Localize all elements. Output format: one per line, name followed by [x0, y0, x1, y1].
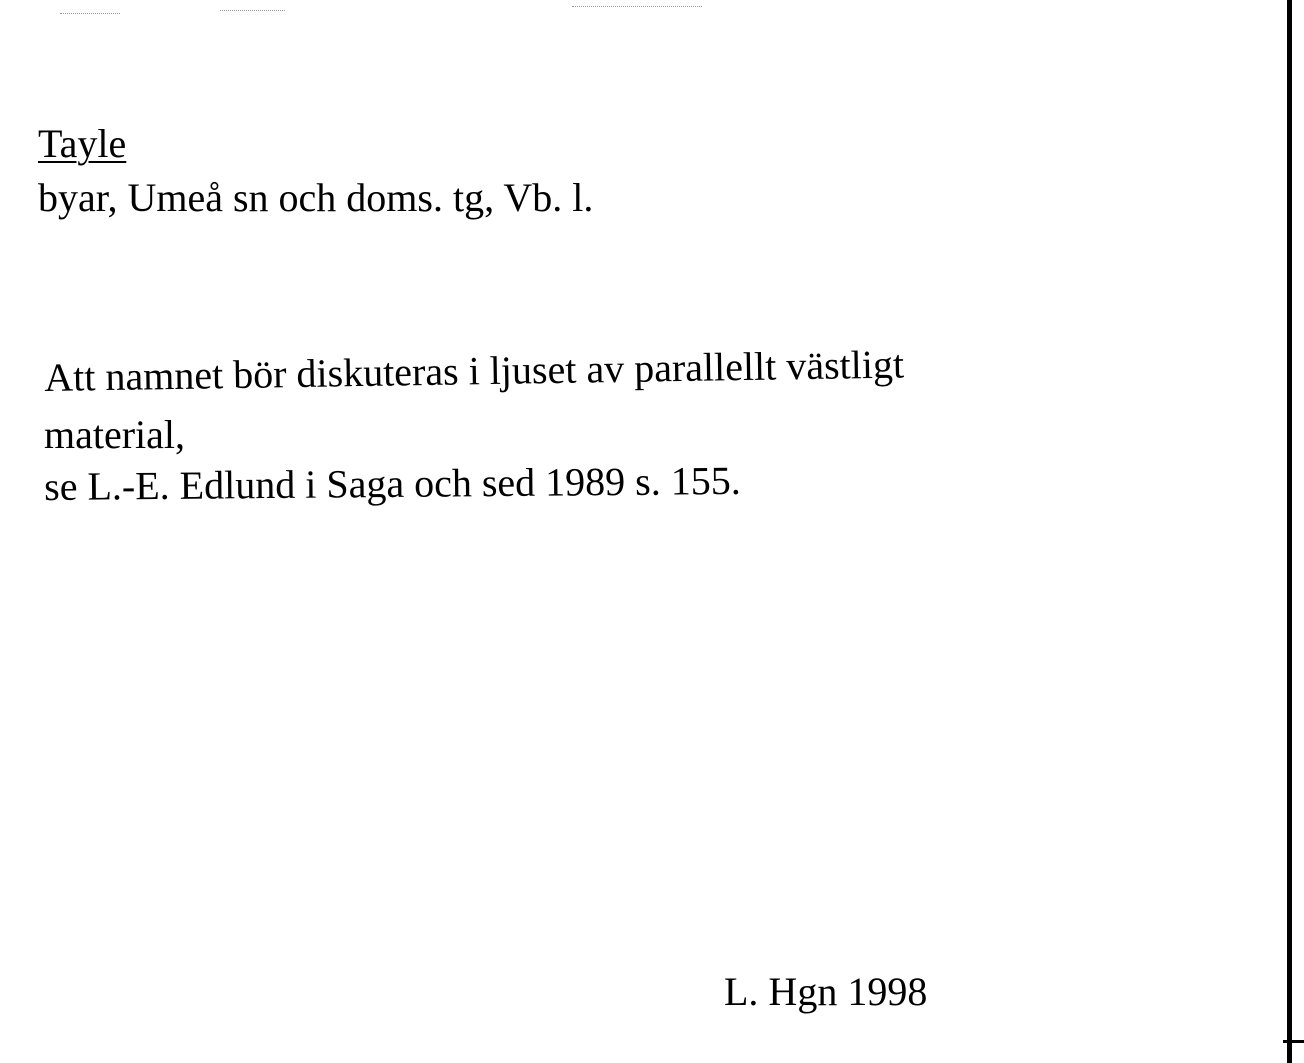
signature: L. Hgn 1998	[724, 969, 928, 1014]
scan-artifact	[60, 13, 120, 15]
comment-line: se L.-E. Edlund i Saga och sed 1989 s. 155.	[43, 457, 741, 509]
scan-artifact	[220, 10, 285, 12]
comment-line: Att namnet bör diskuteras i ljuset av parallellt västligt	[43, 341, 905, 400]
place-description: byar, Umeå sn och doms. tg, Vb. l.	[38, 175, 594, 220]
comment-line: material,	[44, 412, 186, 457]
card-edge-tick	[1283, 1040, 1304, 1043]
card-edge-border	[1287, 0, 1292, 1063]
headword: Tayle	[38, 121, 127, 166]
scan-artifact	[572, 6, 702, 8]
